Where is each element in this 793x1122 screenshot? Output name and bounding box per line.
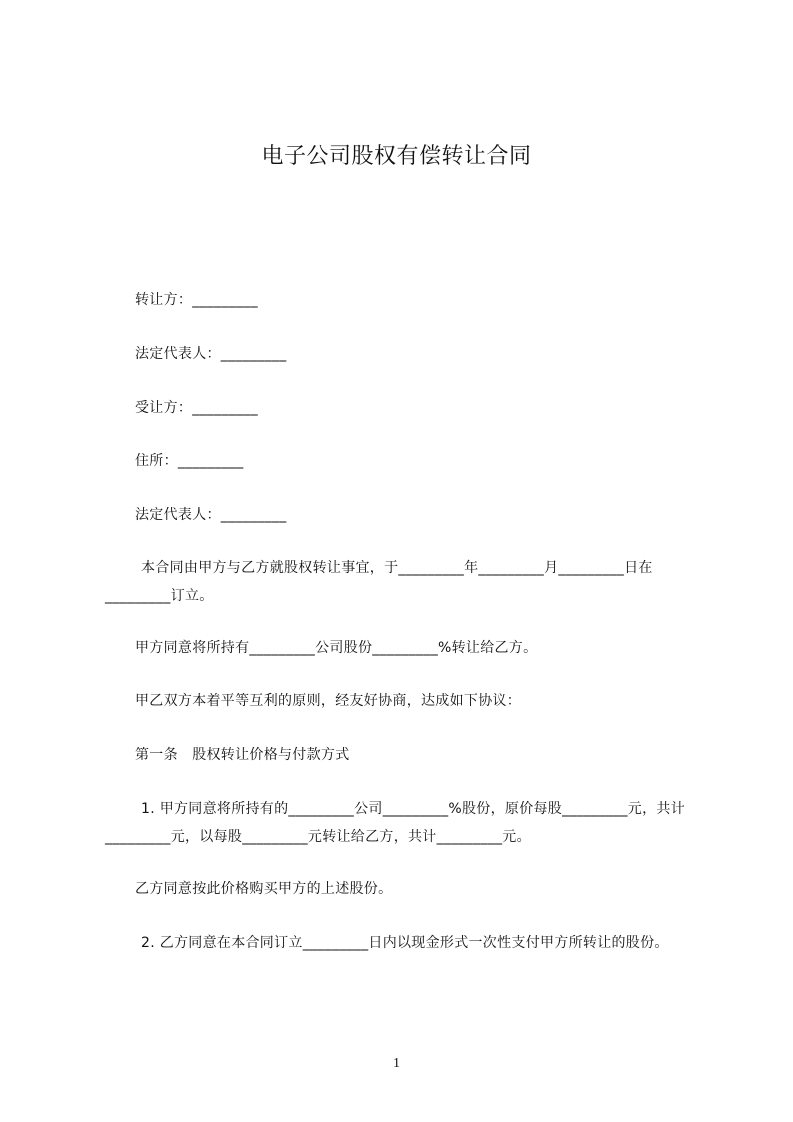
clause-one-paragraph: 1. 甲方同意将所持有的_________公司_________%股份，原价每股_________元，共计_________元，以每股_________元转让给乙方，共计_________元。 <box>105 801 686 845</box>
document-title: 电子公司股权有偿转让合同 <box>261 144 532 169</box>
transferor-legal-rep-line: 法定代表人：_________ <box>135 346 287 362</box>
principle-paragraph: 甲乙双方本着平等互利的原则，经友好协商，达成如下协议： <box>135 693 522 709</box>
transferee-line: 受让方：_________ <box>135 400 258 416</box>
transferor-line: 转让方：_________ <box>135 292 258 308</box>
address-line: 住所：_________ <box>135 453 244 469</box>
article-one-heading: 第一条 股权转让价格与付款方式 <box>135 747 350 763</box>
transferee-legal-rep-line: 法定代表人：_________ <box>135 507 287 523</box>
share-transfer-paragraph: 甲方同意将所持有_________公司股份_________%转让给乙方。 <box>135 640 538 656</box>
page-number: 1 <box>393 1056 400 1071</box>
agreement-paragraph: 乙方同意按此价格购买甲方的上述股份。 <box>135 881 393 897</box>
contract-intro-paragraph: 本合同由甲方与乙方就股权转让事宜，于_________年_________月_________日在_________订立。 <box>105 560 653 604</box>
clause-two-paragraph: 2. 乙方同意在本合同订立_________日内以现金形式一次性支付甲方所转让的股份。 <box>141 935 669 951</box>
